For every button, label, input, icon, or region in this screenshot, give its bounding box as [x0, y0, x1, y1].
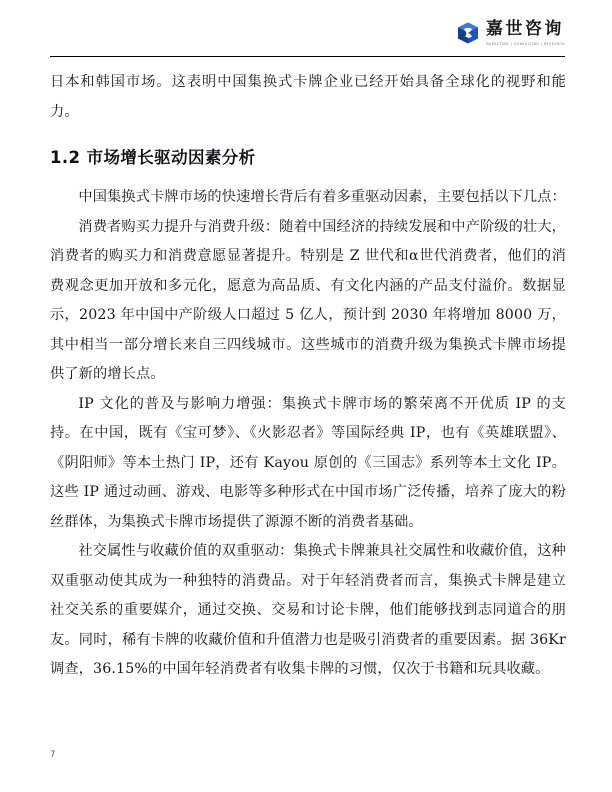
company-name: 嘉世咨询: [485, 19, 564, 39]
jiashi-cube-logo-icon: [456, 21, 480, 45]
document-content: [50, 68, 566, 685]
intro-paragraph: 中国集换式卡牌市场的快速增长背后有着多重驱动因素，主要包括以下几点：: [78, 189, 566, 205]
page-number: 7: [50, 750, 56, 760]
company-logo: [456, 20, 565, 46]
driver-paragraph-three: 社交属性与收藏价值的双重驱动：集换式卡牌兼具社交属性和收藏价值，这种双重驱动使其成为一种独特的消费品。对于年轻消费者而言，集换式卡牌是建立社交关系的重要媒介，通过交换、交易和讨论卡牌，他们能够找到志同道合的朋友。同时，稀有卡牌的收藏价值和升值潜力也是吸引消费者的重要因素。据 36Kr 调查，36.15%的中国年轻消费者有收集卡牌的习惯，仅次于书籍和玩具收藏。: [50, 543, 566, 677]
driver-paragraph-one: 消费者购买力提升与消费升级：随着中国经济的持续发展和中产阶级的壮大，消费者的购买力和消费意愿显著提升。特别是 Z 世代和α世代消费者，他们的消费观念更加开放和多元化，愿意为高品质、有文化内涵的产品支付溢价。数据显示，2023 年中国中产阶级人口超过 5 亿人，预计到 2030 年将增加 8000 万，其中相当一部分增长来自三四线城市。这些城市的消费升级为集换式卡牌市场提供了新的增长点。: [50, 218, 566, 382]
header-divider: [50, 56, 565, 57]
driver-paragraph-two: IP 文化的普及与影响力增强：集换式卡牌市场的繁荣离不开优质 IP 的支持。在中国，既有《宝可梦》、《火影忍者》等国际经典 IP，也有《英雄联盟》、《阴阳师》等本土热门 IP，还有 Kayou 原创的《三国志》系列等本土文化 IP。这些 IP 通过动画、游戏、电影等多种形式在中国市场广泛传播，培养了庞大的粉丝群体，为集换式卡牌市场提供了源源不断的消费者基础。: [50, 395, 566, 530]
spacer: [50, 171, 566, 183]
continued-paragraph: 日本和韩国市场。这表明中国集换式卡牌企业已经开始具备全球化的视野和能力。: [50, 74, 566, 120]
section-heading: 1.2 市场增长驱动因素分析: [50, 148, 256, 167]
spacer: [50, 127, 566, 145]
company-tagline: MARKETING | CONSULTING | RESEARCH: [485, 41, 565, 46]
page-header: [50, 20, 565, 58]
logo-text-group: [486, 20, 565, 46]
